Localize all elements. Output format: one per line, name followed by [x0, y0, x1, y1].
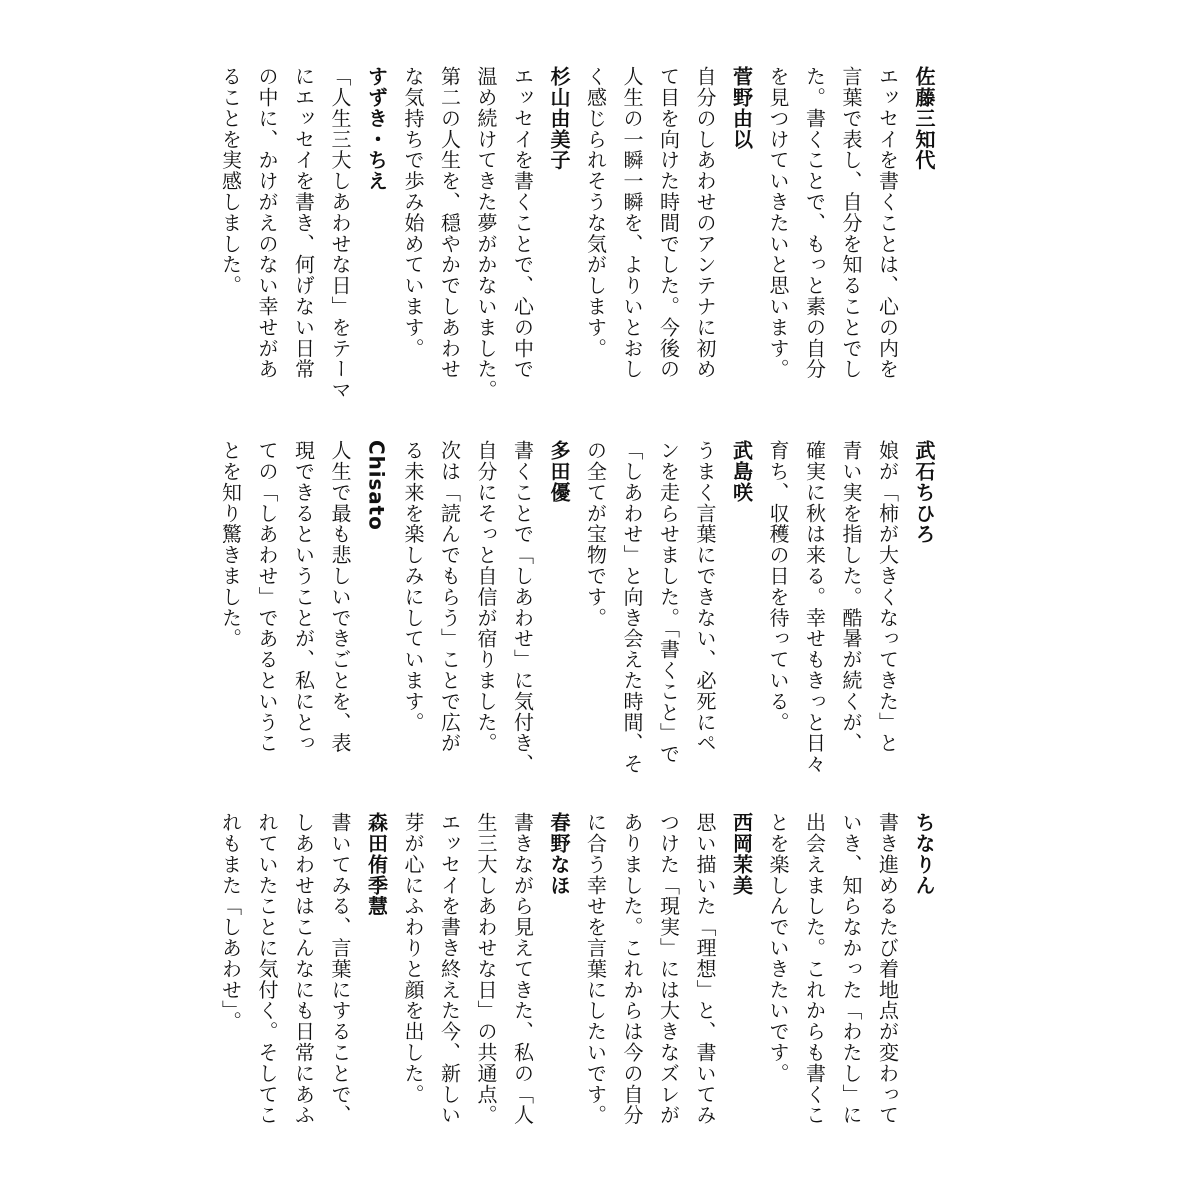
- tier-top: [218, 66, 942, 438]
- comment-line: 確実に秋は来る。幸せもきっと日々: [802, 440, 827, 775]
- comment-line: を見つけていきたいと思います。: [766, 66, 790, 380]
- comment-line: とを楽しんでいきたいです。: [766, 812, 790, 1084]
- comment-line: る未来を楽しみにしています。: [401, 440, 425, 733]
- author-name: 杉山由美子: [547, 66, 571, 171]
- comment-line: 娘が「柿が大きくなってきた」と: [875, 440, 900, 754]
- comment-line: 第二の人生を、穏やかでしあわせ: [437, 66, 462, 380]
- comment-line: 生三大しあわせな日」の共通点。: [474, 812, 498, 1126]
- comment-line: く感じられそうな気がします。: [583, 66, 608, 359]
- author-name: 佐藤三知代: [912, 66, 936, 171]
- comment-line: 次は「読んでもらう」ことで広が: [437, 440, 462, 754]
- comment-line: にエッセイを書き、何げない日常: [291, 66, 316, 380]
- author-name: ちなりん: [912, 812, 936, 896]
- comment-line: エッセイを書くことは、心の内を: [875, 66, 900, 380]
- comment-line: つけた「現実」には大きなズレが: [656, 812, 681, 1126]
- author-name: 森田侑季慧: [364, 812, 389, 917]
- comment-line: 「しあわせ」と向き会えた時間、そ: [620, 440, 644, 775]
- comment-line: な気持ちで歩み始めています。: [401, 66, 425, 359]
- comment-line: て目を向けた時間でした。今後の: [656, 66, 681, 380]
- comment-line: 自分のしあわせのアンテナに初め: [693, 66, 717, 380]
- comment-line: ンを走らせました。「書くこと」で: [656, 440, 681, 765]
- comment-line: うまく言葉にできない、必死にペ: [693, 440, 717, 754]
- comment-line: 書くことで「しあわせ」に気付き、: [510, 440, 535, 775]
- comment-line: 自分にそっと自信が宿りました。: [474, 440, 498, 754]
- comment-line: 人生で最も悲しいできごとを、表: [328, 440, 352, 754]
- comment-line: 出会えました。これからも書くこ: [802, 812, 827, 1126]
- author-name: 西岡茉美: [729, 812, 754, 896]
- tier-middle: [218, 440, 942, 812]
- comment-line: 芽が心にふわりと顔を出した。: [401, 812, 425, 1105]
- comment-line: しあわせはこんなにも日常にあふ: [291, 812, 316, 1126]
- comment-line: いき、知らなかった「わたし」に: [839, 812, 863, 1126]
- comment-line: エッセイを書き終えた今、新しい: [437, 812, 462, 1126]
- tier-bottom: [218, 812, 942, 1184]
- author-name: すずき・ちえ: [364, 66, 389, 192]
- author-name: 多田優: [547, 440, 571, 503]
- comment-line: とを知り驚きました。: [218, 440, 243, 649]
- comment-line: ることを実感しました。: [218, 66, 243, 296]
- comment-line: 現できるということが、私にとっ: [291, 440, 316, 754]
- comment-line: 思い描いた「理想」と、書いてみ: [693, 812, 717, 1126]
- comment-line: た。書くことで、もっと素の自分: [802, 66, 827, 380]
- comment-line: れていたことに気付く。そしてこ: [255, 812, 279, 1126]
- comment-line: ありました。これからは今の自分: [620, 812, 644, 1126]
- comment-line: 温め続けてきた夢がかないました。: [474, 66, 498, 401]
- comment-line: の全てが宝物です。: [583, 440, 608, 629]
- comment-line: 青い実を指した。酷暑が続くが、: [839, 440, 863, 754]
- author-name: 春野なほ: [547, 812, 571, 896]
- comment-line: 言葉で表し、自分を知ることでし: [839, 66, 863, 380]
- comment-line: に合う幸せを言葉にしたいです。: [583, 812, 608, 1126]
- comment-line: エッセイを書くことで、心の中で: [510, 66, 535, 380]
- comment-line: 書きながら見えてきた、私の「人: [510, 812, 535, 1126]
- comment-line: れもまた「しあわせ」。: [218, 812, 243, 1032]
- comment-line: 書いてみる、言葉にすることで、: [328, 812, 352, 1126]
- comment-line: ての「しあわせ」であるというこ: [255, 440, 279, 754]
- comment-line: 人生の一瞬一瞬を、よりいとおし: [620, 66, 644, 380]
- comment-line: 書き進めるたび着地点が変わって: [875, 812, 900, 1126]
- author-name: Chisato: [364, 440, 389, 531]
- author-name: 菅野由以: [729, 66, 754, 150]
- author-name: 武石ちひろ: [912, 440, 936, 545]
- author-name: 武島咲: [729, 440, 754, 503]
- comment-line: 「人生三大しあわせな日」をテーマ: [328, 66, 352, 401]
- comment-line: の中に、かけがえのない幸せがあ: [255, 66, 279, 380]
- comment-line: 育ち、収穫の日を待っている。: [766, 440, 790, 733]
